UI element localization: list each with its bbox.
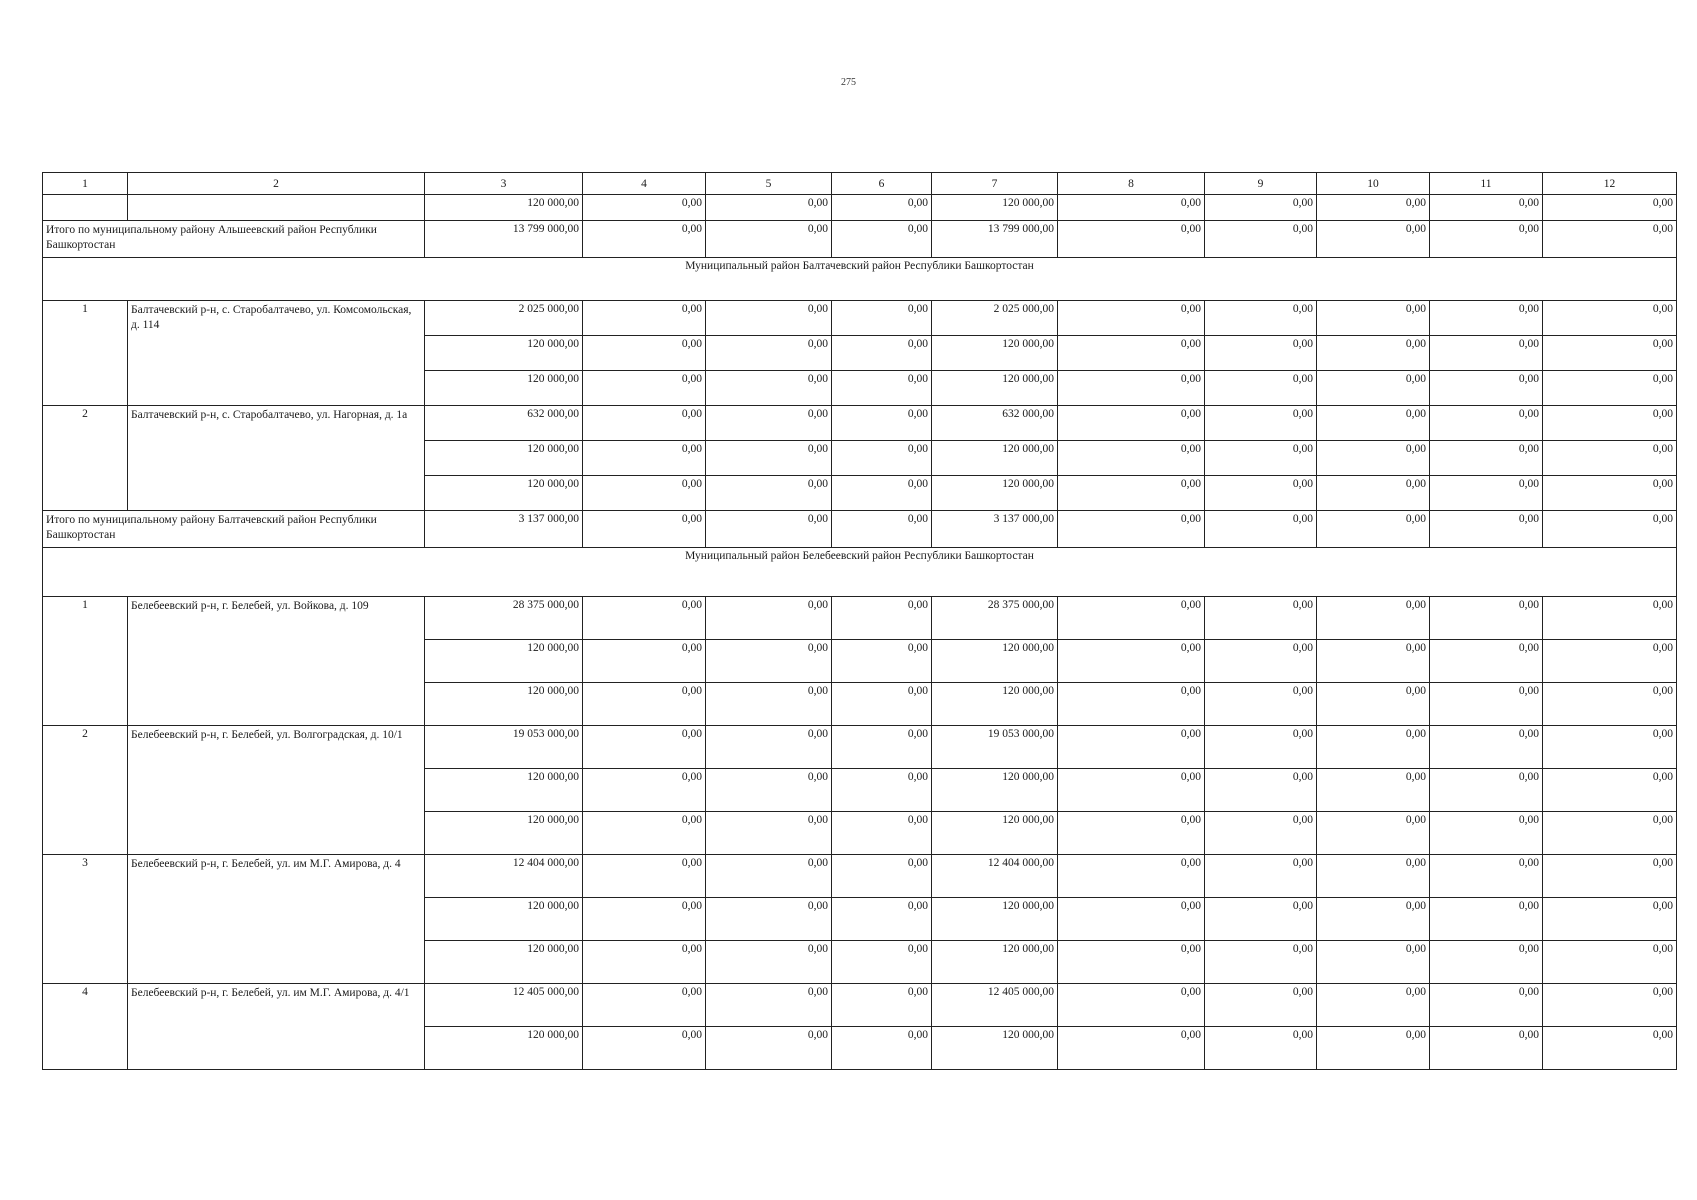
value-cell: 120 000,00 (932, 683, 1058, 726)
value-cell: 0,00 (583, 898, 706, 941)
value-cell: 0,00 (1058, 221, 1205, 258)
value-cell: 3 137 000,00 (932, 511, 1058, 548)
value-cell: 0,00 (1543, 371, 1677, 406)
column-number: 4 (583, 173, 706, 195)
value-cell: 0,00 (832, 683, 932, 726)
value-cell: 0,00 (1205, 769, 1317, 812)
column-number: 6 (832, 173, 932, 195)
value-cell: 0,00 (706, 855, 832, 898)
value-cell: 12 404 000,00 (932, 855, 1058, 898)
column-number: 5 (706, 173, 832, 195)
value-cell: 0,00 (832, 640, 932, 683)
value-cell: 0,00 (1430, 406, 1543, 441)
value-cell: 0,00 (832, 769, 932, 812)
value-cell: 0,00 (1205, 441, 1317, 476)
value-cell: 0,00 (1430, 1027, 1543, 1070)
value-cell: 0,00 (1317, 336, 1430, 371)
column-number: 1 (43, 173, 128, 195)
section-row-baltachevsky (43, 258, 1677, 301)
value-cell: 0,00 (1543, 726, 1677, 769)
value-cell: 0,00 (832, 371, 932, 406)
value-cell: 0,00 (706, 221, 832, 258)
value-cell: 0,00 (1317, 769, 1430, 812)
column-number: 7 (932, 173, 1058, 195)
value-cell: 0,00 (583, 301, 706, 336)
value-cell: 0,00 (583, 855, 706, 898)
value-cell: 0,00 (1205, 855, 1317, 898)
item-number: 2 (43, 406, 128, 511)
value-cell: 0,00 (1317, 640, 1430, 683)
section-row-belebeevsky (43, 548, 1677, 597)
value-cell: 0,00 (706, 769, 832, 812)
value-cell: 0,00 (1205, 726, 1317, 769)
column-number-row (43, 173, 1677, 195)
value-cell: 0,00 (1317, 476, 1430, 511)
value-cell: 0,00 (1430, 855, 1543, 898)
value-cell: 0,00 (1205, 640, 1317, 683)
value-cell: 0,00 (1205, 511, 1317, 548)
value-cell: 0,00 (1543, 683, 1677, 726)
value-cell: 0,00 (1058, 683, 1205, 726)
cell-empty (128, 195, 425, 221)
value-cell: 0,00 (832, 898, 932, 941)
value-cell: 120 000,00 (425, 769, 583, 812)
cell-empty (43, 195, 128, 221)
value-cell: 120 000,00 (425, 441, 583, 476)
value-cell: 0,00 (1543, 597, 1677, 640)
value-cell: 0,00 (1317, 726, 1430, 769)
value-cell: 0,00 (583, 371, 706, 406)
value-cell: 0,00 (832, 1027, 932, 1070)
value-cell: 0,00 (832, 511, 932, 548)
value-cell: 28 375 000,00 (932, 597, 1058, 640)
item-number: 2 (43, 726, 128, 855)
value-cell: 0,00 (583, 406, 706, 441)
value-cell: 0,00 (1205, 476, 1317, 511)
value-cell: 0,00 (1543, 195, 1677, 221)
value-cell: 0,00 (1543, 640, 1677, 683)
value-cell: 0,00 (583, 511, 706, 548)
value-cell: 0,00 (1058, 511, 1205, 548)
value-cell: 120 000,00 (932, 441, 1058, 476)
value-cell: 0,00 (1430, 597, 1543, 640)
value-cell: 0,00 (1205, 984, 1317, 1027)
value-cell: 0,00 (583, 941, 706, 984)
value-cell: 0,00 (1543, 855, 1677, 898)
table-row (43, 195, 1677, 221)
value-cell: 0,00 (706, 406, 832, 441)
value-cell: 0,00 (832, 597, 932, 640)
value-cell: 0,00 (1317, 301, 1430, 336)
value-cell: 120 000,00 (425, 898, 583, 941)
value-cell: 0,00 (1317, 371, 1430, 406)
column-number: 2 (128, 173, 425, 195)
value-cell: 0,00 (1058, 476, 1205, 511)
value-cell: 0,00 (1317, 984, 1430, 1027)
value-cell: 0,00 (1058, 898, 1205, 941)
value-cell: 0,00 (583, 683, 706, 726)
value-cell: 0,00 (1058, 640, 1205, 683)
value-cell: 0,00 (1430, 769, 1543, 812)
value-cell: 0,00 (1058, 1027, 1205, 1070)
value-cell: 0,00 (1430, 195, 1543, 221)
table-row (43, 597, 1677, 640)
value-cell: 0,00 (583, 195, 706, 221)
item-number: 1 (43, 597, 128, 726)
section-heading: Муниципальный район Белебеевский район Республики Башкортостан (43, 548, 1677, 597)
value-cell: 120 000,00 (932, 1027, 1058, 1070)
value-cell: 0,00 (1058, 301, 1205, 336)
item-number: 3 (43, 855, 128, 984)
value-cell: 0,00 (1543, 441, 1677, 476)
value-cell: 0,00 (1205, 221, 1317, 258)
value-cell: 0,00 (832, 336, 932, 371)
value-cell: 0,00 (1430, 511, 1543, 548)
value-cell: 0,00 (1430, 640, 1543, 683)
value-cell: 0,00 (1058, 441, 1205, 476)
value-cell: 0,00 (832, 726, 932, 769)
value-cell: 0,00 (1430, 301, 1543, 336)
value-cell: 0,00 (706, 941, 832, 984)
value-cell: 120 000,00 (932, 769, 1058, 812)
value-cell: 0,00 (1058, 855, 1205, 898)
value-cell: 3 137 000,00 (425, 511, 583, 548)
table-row (43, 301, 1677, 336)
value-cell: 0,00 (1543, 301, 1677, 336)
item-address: Белебеевский р-н, г. Белебей, ул. им М.Г. Амирова, д. 4 (128, 855, 425, 984)
value-cell: 0,00 (583, 336, 706, 371)
value-cell: 120 000,00 (425, 941, 583, 984)
value-cell: 0,00 (1205, 371, 1317, 406)
value-cell: 0,00 (1058, 984, 1205, 1027)
value-cell: 0,00 (706, 640, 832, 683)
value-cell: 0,00 (1317, 941, 1430, 984)
value-cell: 0,00 (706, 898, 832, 941)
value-cell: 0,00 (1543, 476, 1677, 511)
value-cell: 0,00 (583, 1027, 706, 1070)
value-cell: 0,00 (832, 941, 932, 984)
column-number: 9 (1205, 173, 1317, 195)
value-cell: 0,00 (583, 726, 706, 769)
item-address: Балтачевский р-н, с. Старобалтачево, ул. Нагорная, д. 1а (128, 406, 425, 511)
value-cell: 0,00 (1430, 221, 1543, 258)
column-number: 10 (1317, 173, 1430, 195)
value-cell: 0,00 (583, 476, 706, 511)
table-row (43, 406, 1677, 441)
value-cell: 120 000,00 (932, 476, 1058, 511)
value-cell: 0,00 (583, 769, 706, 812)
item-address: Белебеевский р-н, г. Белебей, ул. Войкова, д. 109 (128, 597, 425, 726)
value-cell: 0,00 (1058, 769, 1205, 812)
value-cell: 0,00 (1205, 301, 1317, 336)
value-cell: 0,00 (1058, 812, 1205, 855)
value-cell: 0,00 (1205, 1027, 1317, 1070)
value-cell: 0,00 (832, 441, 932, 476)
item-address: Белебеевский р-н, г. Белебей, ул. Волгоградская, д. 10/1 (128, 726, 425, 855)
value-cell: 0,00 (1317, 511, 1430, 548)
value-cell: 0,00 (1205, 898, 1317, 941)
value-cell: 0,00 (832, 301, 932, 336)
value-cell: 120 000,00 (932, 336, 1058, 371)
value-cell: 0,00 (1543, 221, 1677, 258)
column-number: 11 (1430, 173, 1543, 195)
value-cell: 0,00 (1205, 597, 1317, 640)
value-cell: 0,00 (1430, 984, 1543, 1027)
value-cell: 0,00 (1543, 941, 1677, 984)
value-cell: 0,00 (706, 195, 832, 221)
value-cell: 12 404 000,00 (425, 855, 583, 898)
value-cell: 0,00 (1317, 683, 1430, 726)
value-cell: 632 000,00 (425, 406, 583, 441)
value-cell: 0,00 (1543, 1027, 1677, 1070)
value-cell: 0,00 (1317, 855, 1430, 898)
value-cell: 0,00 (1430, 371, 1543, 406)
item-number: 1 (43, 301, 128, 406)
value-cell: 120 000,00 (932, 371, 1058, 406)
value-cell: 0,00 (832, 812, 932, 855)
value-cell: 0,00 (832, 984, 932, 1027)
value-cell: 0,00 (706, 441, 832, 476)
value-cell: 120 000,00 (425, 1027, 583, 1070)
value-cell: 0,00 (1430, 726, 1543, 769)
value-cell: 0,00 (1543, 812, 1677, 855)
value-cell: 0,00 (1430, 683, 1543, 726)
value-cell: 120 000,00 (425, 476, 583, 511)
value-cell: 28 375 000,00 (425, 597, 583, 640)
table-row (43, 984, 1677, 1027)
value-cell: 13 799 000,00 (425, 221, 583, 258)
value-cell: 12 405 000,00 (932, 984, 1058, 1027)
value-cell: 0,00 (1317, 812, 1430, 855)
value-cell: 0,00 (1543, 511, 1677, 548)
value-cell: 2 025 000,00 (425, 301, 583, 336)
total-row-alsheevsky (43, 221, 1677, 258)
value-cell: 0,00 (1317, 441, 1430, 476)
column-number: 3 (425, 173, 583, 195)
value-cell: 0,00 (706, 301, 832, 336)
value-cell: 0,00 (1430, 476, 1543, 511)
value-cell: 0,00 (1317, 1027, 1430, 1070)
value-cell: 0,00 (832, 221, 932, 258)
value-cell: 0,00 (1317, 406, 1430, 441)
value-cell: 0,00 (583, 441, 706, 476)
value-cell: 0,00 (706, 476, 832, 511)
value-cell: 0,00 (706, 336, 832, 371)
value-cell: 12 405 000,00 (425, 984, 583, 1027)
value-cell: 120 000,00 (425, 683, 583, 726)
value-cell: 0,00 (1543, 984, 1677, 1027)
value-cell: 19 053 000,00 (425, 726, 583, 769)
total-label: Итого по муниципальному району Альшеевский район Республики Башкортостан (43, 221, 425, 258)
value-cell: 0,00 (1205, 812, 1317, 855)
value-cell: 0,00 (706, 511, 832, 548)
item-address: Балтачевский р-н, с. Старобалтачево, ул. Комсомольская, д. 114 (128, 301, 425, 406)
value-cell: 0,00 (1317, 898, 1430, 941)
value-cell: 0,00 (1430, 336, 1543, 371)
value-cell: 120 000,00 (932, 941, 1058, 984)
value-cell: 13 799 000,00 (932, 221, 1058, 258)
data-table (42, 172, 1677, 1070)
value-cell: 120 000,00 (932, 195, 1058, 221)
value-cell: 0,00 (1058, 726, 1205, 769)
value-cell: 19 053 000,00 (932, 726, 1058, 769)
value-cell: 120 000,00 (932, 812, 1058, 855)
value-cell: 0,00 (1058, 371, 1205, 406)
value-cell: 0,00 (706, 812, 832, 855)
value-cell: 0,00 (1317, 597, 1430, 640)
value-cell: 0,00 (1205, 336, 1317, 371)
value-cell: 120 000,00 (425, 336, 583, 371)
value-cell: 0,00 (1058, 406, 1205, 441)
value-cell: 120 000,00 (425, 812, 583, 855)
value-cell: 632 000,00 (932, 406, 1058, 441)
value-cell: 0,00 (706, 597, 832, 640)
total-label: Итого по муниципальному району Балтачевский район Республики Башкортостан (43, 511, 425, 548)
value-cell: 0,00 (1205, 683, 1317, 726)
value-cell: 0,00 (832, 476, 932, 511)
value-cell: 0,00 (583, 984, 706, 1027)
value-cell: 0,00 (1317, 195, 1430, 221)
value-cell: 0,00 (1058, 597, 1205, 640)
value-cell: 0,00 (1430, 441, 1543, 476)
value-cell: 0,00 (1430, 941, 1543, 984)
value-cell: 120 000,00 (425, 640, 583, 683)
value-cell: 0,00 (832, 195, 932, 221)
value-cell: 0,00 (1205, 406, 1317, 441)
value-cell: 0,00 (1058, 941, 1205, 984)
value-cell: 0,00 (583, 221, 706, 258)
value-cell: 0,00 (1430, 898, 1543, 941)
value-cell: 0,00 (832, 855, 932, 898)
value-cell: 120 000,00 (932, 640, 1058, 683)
item-address: Белебеевский р-н, г. Белебей, ул. им М.Г. Амирова, д. 4/1 (128, 984, 425, 1070)
value-cell: 2 025 000,00 (932, 301, 1058, 336)
value-cell: 0,00 (1317, 221, 1430, 258)
value-cell: 120 000,00 (425, 371, 583, 406)
value-cell: 0,00 (832, 406, 932, 441)
value-cell: 0,00 (1058, 336, 1205, 371)
table-row (43, 855, 1677, 898)
value-cell: 0,00 (706, 1027, 832, 1070)
section-heading: Муниципальный район Балтачевский район Республики Башкортостан (43, 258, 1677, 301)
value-cell: 0,00 (1205, 941, 1317, 984)
value-cell: 0,00 (1058, 195, 1205, 221)
value-cell: 0,00 (1543, 898, 1677, 941)
value-cell: 0,00 (1543, 406, 1677, 441)
value-cell: 120 000,00 (425, 195, 583, 221)
column-number: 8 (1058, 173, 1205, 195)
value-cell: 0,00 (583, 640, 706, 683)
column-number: 12 (1543, 173, 1677, 195)
value-cell: 0,00 (1430, 812, 1543, 855)
value-cell: 0,00 (1205, 195, 1317, 221)
value-cell: 0,00 (583, 812, 706, 855)
value-cell: 0,00 (706, 683, 832, 726)
page-number: 275 (841, 77, 856, 88)
value-cell: 0,00 (706, 726, 832, 769)
item-number: 4 (43, 984, 128, 1070)
value-cell: 0,00 (1543, 769, 1677, 812)
value-cell: 0,00 (1543, 336, 1677, 371)
total-row-baltachevsky (43, 511, 1677, 548)
table-row (43, 726, 1677, 769)
value-cell: 0,00 (706, 371, 832, 406)
value-cell: 120 000,00 (932, 898, 1058, 941)
value-cell: 0,00 (706, 984, 832, 1027)
value-cell: 0,00 (583, 597, 706, 640)
